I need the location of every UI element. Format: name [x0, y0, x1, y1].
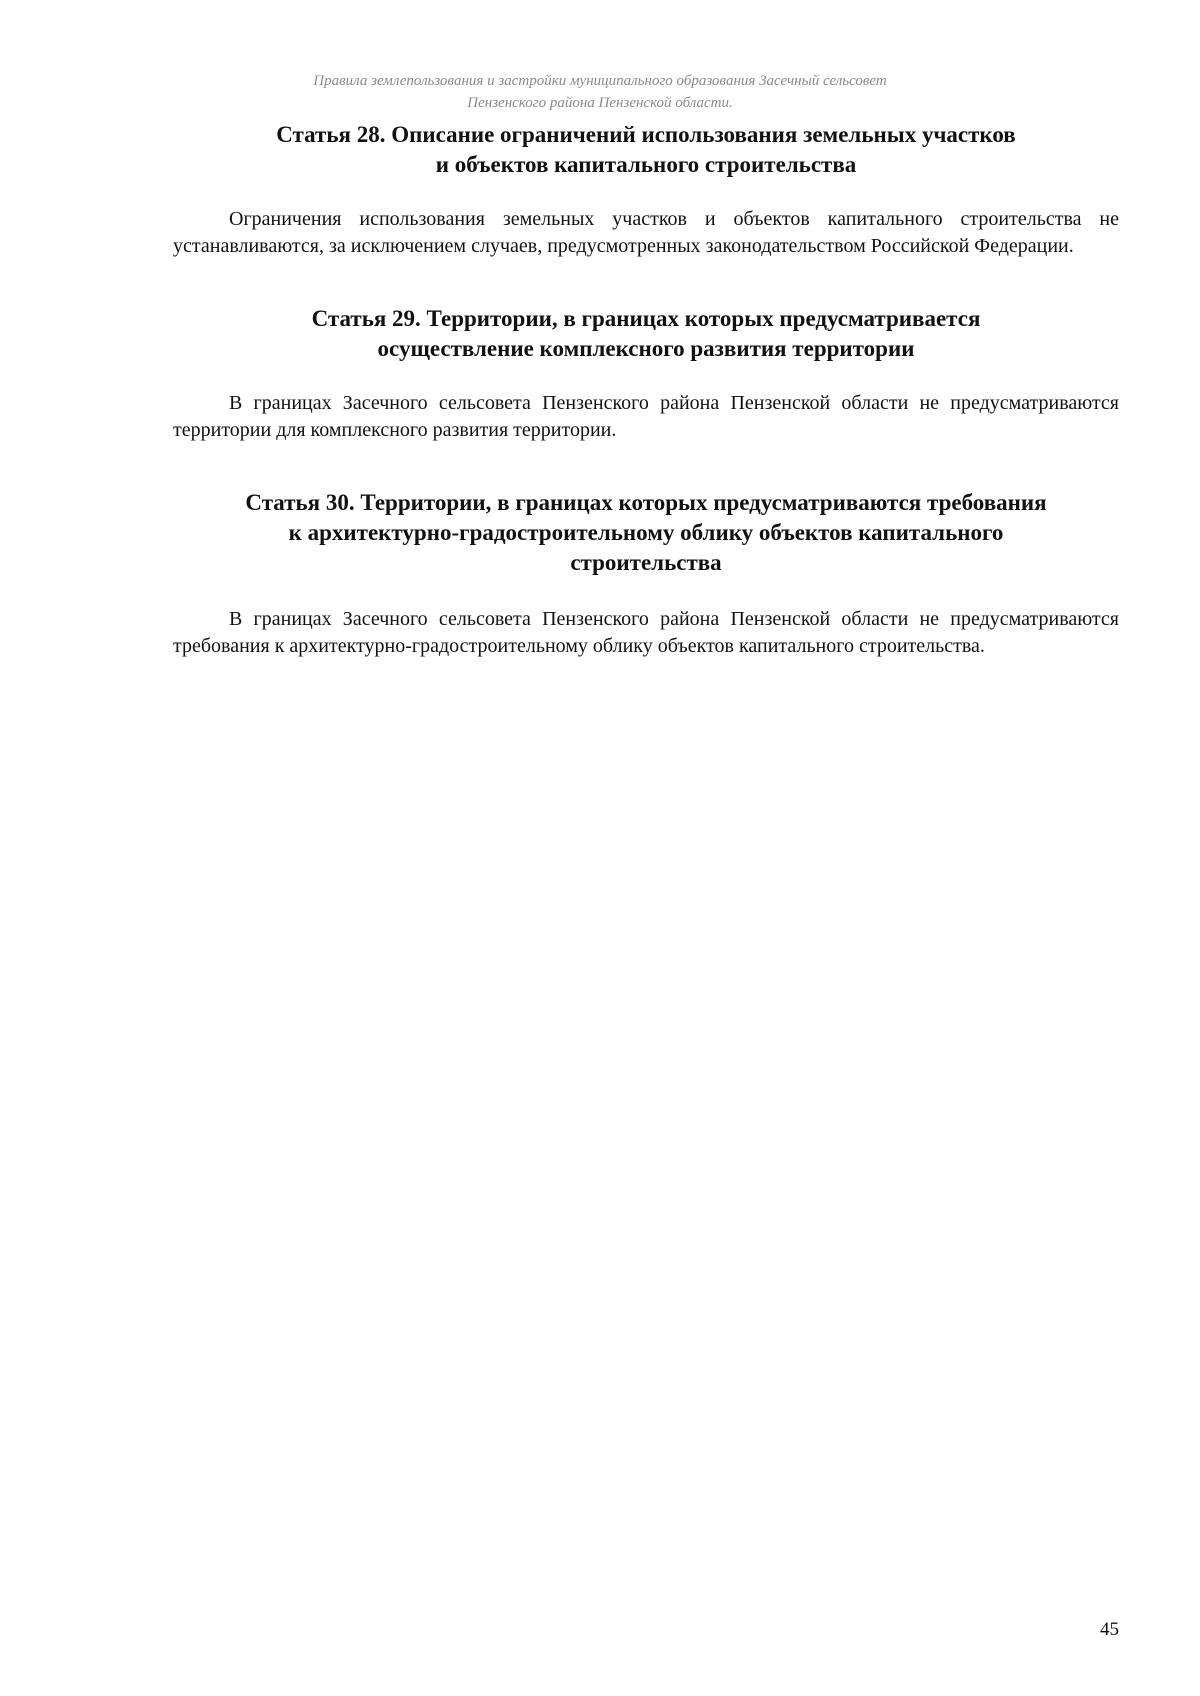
header-line-1: Правила землепользования и застройки муниципального образования Засечный сельсовет [313, 73, 887, 89]
document-content [173, 120, 1119, 660]
article-29-title [173, 304, 1119, 364]
header-line-2: Пензенского района Пензенской области. [467, 95, 733, 111]
article-28 [173, 120, 1119, 260]
article-28-title-line-1: Статья 28. Описание ограничений использования земельных участков [276, 122, 1016, 147]
running-header [200, 70, 1000, 114]
article-30-title-line-2: к архитектурно-градостроительному облику объектов капитального [288, 520, 1004, 545]
article-29 [173, 304, 1119, 444]
article-30-title-line-1: Статья 30. Территории, в границах которых предусматриваются требования [245, 490, 1047, 515]
page-number: 45 [1100, 1619, 1119, 1640]
article-29-title-line-1: Статья 29. Территории, в границах которых предусматривается [311, 306, 981, 331]
article-30-body: В границах Засечного сельсовета Пензенского района Пензенской области не предусматриваются требования к архитектурно-градостроительному облику объектов капитального строительства. [173, 608, 1119, 657]
article-29-body: В границах Засечного сельсовета Пензенского района Пензенской области не предусматриваются территории для комплексного развития территории. [173, 392, 1119, 441]
article-30-title [173, 488, 1119, 578]
article-29-title-line-2: осуществление комплексного развития территории [377, 336, 915, 361]
article-28-title [173, 120, 1119, 180]
article-30-title-line-3: строительства [570, 550, 722, 575]
article-28-title-line-2: и объектов капитального строительства [435, 152, 857, 177]
article-28-body: Ограничения использования земельных участков и объектов капитального строительства не устанавливаются, за исключением случаев, предусмотренных законодательством Российской Федерации. [173, 208, 1119, 257]
article-30 [173, 488, 1119, 660]
